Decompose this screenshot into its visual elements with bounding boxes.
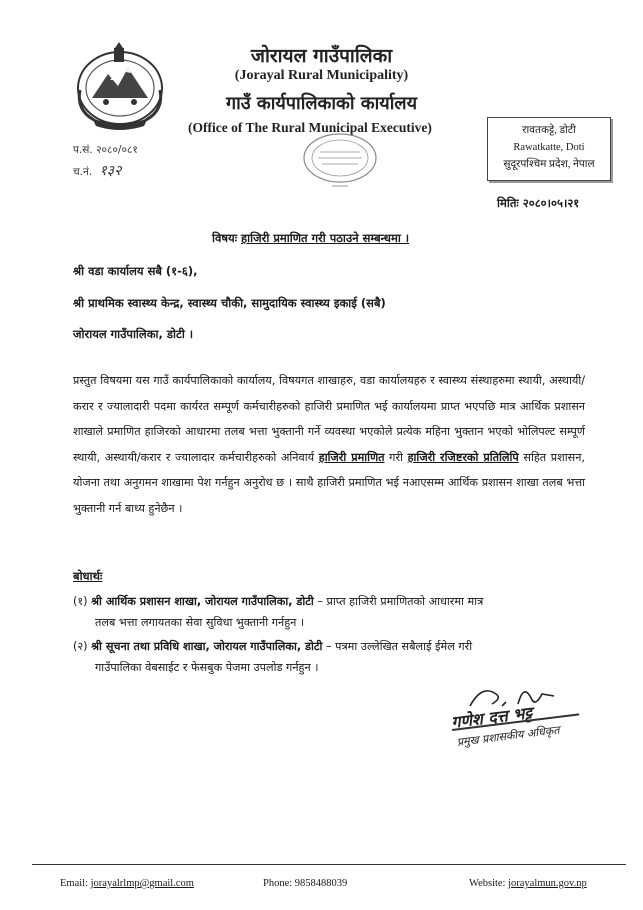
recipient-line-3: जोरायल गाउँपालिका, डोटी । xyxy=(73,327,194,341)
office-name-english: (Office of The Rural Municipal Executive) xyxy=(188,120,432,135)
address-line-2: Rawatkatte, Doti xyxy=(513,142,585,153)
org-name-english: (Jorayal Rural Municipality) xyxy=(234,68,409,83)
email-link[interactable]: jorayalrlmp@gmail.com xyxy=(90,878,194,889)
chalani-number xyxy=(73,161,121,180)
cc-text-continued: गाउँपालिका वेबसाईट र फेसबुक पेजमा उपलोड गर्नहुन । xyxy=(95,661,319,674)
cn-label: च.नं. xyxy=(73,166,93,178)
signatory-title: प्रमुख प्रशासकीय अधिकृत xyxy=(456,723,561,749)
recipient-line-2: श्री प्राथमिक स्वास्थ्य केन्द्र, स्वास्थ्य चौकी, सामुदायिक स्वास्थ्य इकाई (सबै) xyxy=(73,296,386,310)
letter-body xyxy=(73,368,585,521)
signatory-name: गणेश दत्त भट्ट xyxy=(450,703,534,732)
bodhartha-heading: बोधार्थः xyxy=(73,569,103,583)
footer-website xyxy=(469,878,587,889)
body-emphasis-1: हाजिरी प्रमाणित xyxy=(318,450,385,464)
cc-text: – प्राप्त हाजिरी प्रमाणितको आधारमा मात्र xyxy=(317,595,484,608)
website-link[interactable]: jorayalmun.gov.np xyxy=(508,878,587,889)
address-box xyxy=(487,117,611,181)
org-name-nepali: जोरायल गाउँपालिका xyxy=(250,45,393,67)
letter-date xyxy=(497,196,579,211)
address-line-1: रावतकट्टे, डोटी xyxy=(522,125,576,136)
website-label: Website: xyxy=(469,878,506,889)
footer-divider xyxy=(32,864,626,865)
cc-number: (२) xyxy=(73,640,88,653)
footer-email xyxy=(60,878,194,889)
body-part-3: सहित प्रशासन, योजना तथा अनुगमन शाखामा पेश गर्नहुन अनुरोध छ । साथै हाजिरी प्रमाणित भई नआएसम्म आर्थिक प्रशासन शाखा तलब भत्ता भुक्तानी गर्न बाध्य हुनेछैन । xyxy=(73,450,585,515)
patra-sankhya xyxy=(73,143,138,157)
body-part-2: गरी xyxy=(389,450,403,464)
cn-value: १३२ xyxy=(99,163,122,179)
phone-label: Phone: xyxy=(263,878,293,889)
date-value: २०८०।०५।२१ xyxy=(522,196,580,210)
date-label: मितिः xyxy=(497,196,519,210)
subject-line xyxy=(212,231,409,246)
cc-item-1 xyxy=(73,591,593,633)
email-label: Email: xyxy=(60,878,88,889)
body-emphasis-2: हाजिरी रजिष्टरको प्रतिलिपि xyxy=(407,450,519,464)
office-stamp xyxy=(290,130,390,190)
cc-recipient: श्री आर्थिक प्रशासन शाखा, जोरायल गाउँपालिका, डोटी xyxy=(91,595,314,608)
phone-number: 9858488039 xyxy=(294,878,348,889)
subject-label: विषयः xyxy=(212,231,238,245)
subject-text: हाजिरी प्रमाणित गरी पठाउने सम्बन्धमा । xyxy=(241,231,410,245)
cc-text: – पत्रमा उल्लेखित सबैलाई ईमेल गरी xyxy=(325,640,473,653)
footer-phone xyxy=(263,878,347,889)
cc-item-2 xyxy=(73,636,593,678)
cc-text-continued: तलब भत्ता लगायतका सेवा सुविधा भुक्तानी गर्नहुन । xyxy=(95,616,305,629)
cc-number: (१) xyxy=(73,595,88,608)
office-name-nepali: गाउँ कार्यपालिकाको कार्यालय xyxy=(225,93,418,114)
address-line-3: सुदूरपश्चिम प्रदेश, नेपाल xyxy=(503,159,595,170)
recipient-line-1: श्री वडा कार्यालय सबै (१-६), xyxy=(73,264,198,278)
body-part-1: प्रस्तुत विषयमा यस गाउँ कार्यपालिकाको कार्यालय, विषयगत शाखाहरु, वडा कार्यालयहरु र स्वास्थ्य संस्थाहरुमा स्थायी, अस्थायी/करार र ज्यालादारी पदमा कार्यरत सम्पूर्ण कर्मचारीहरुको हाजिरी प्रमाणित भई कार्यालयमा प्राप्त भएपछि मात्र आर्थिक प्रशासन शाखाले प्रमाणित हाजिरको आधारमा तलब भत्ता भुक्तानी गर्ने व्यवस्था भएकोले प्रत्येक महिना भुक्तान भएको भोलिपल्ट सम्पूर्ण स्थायी, अस्थायी/करार र ज्यालादार कर्मचारीहरुको अनिवार्य xyxy=(73,374,585,464)
ps-label: प.सं. xyxy=(73,144,93,156)
ps-value: २०८०/०८१ xyxy=(96,144,138,156)
cc-recipient: श्री सूचना तथा प्रविधि शाखा, जोरायल गाउँपालिका, डोटी xyxy=(91,640,323,653)
